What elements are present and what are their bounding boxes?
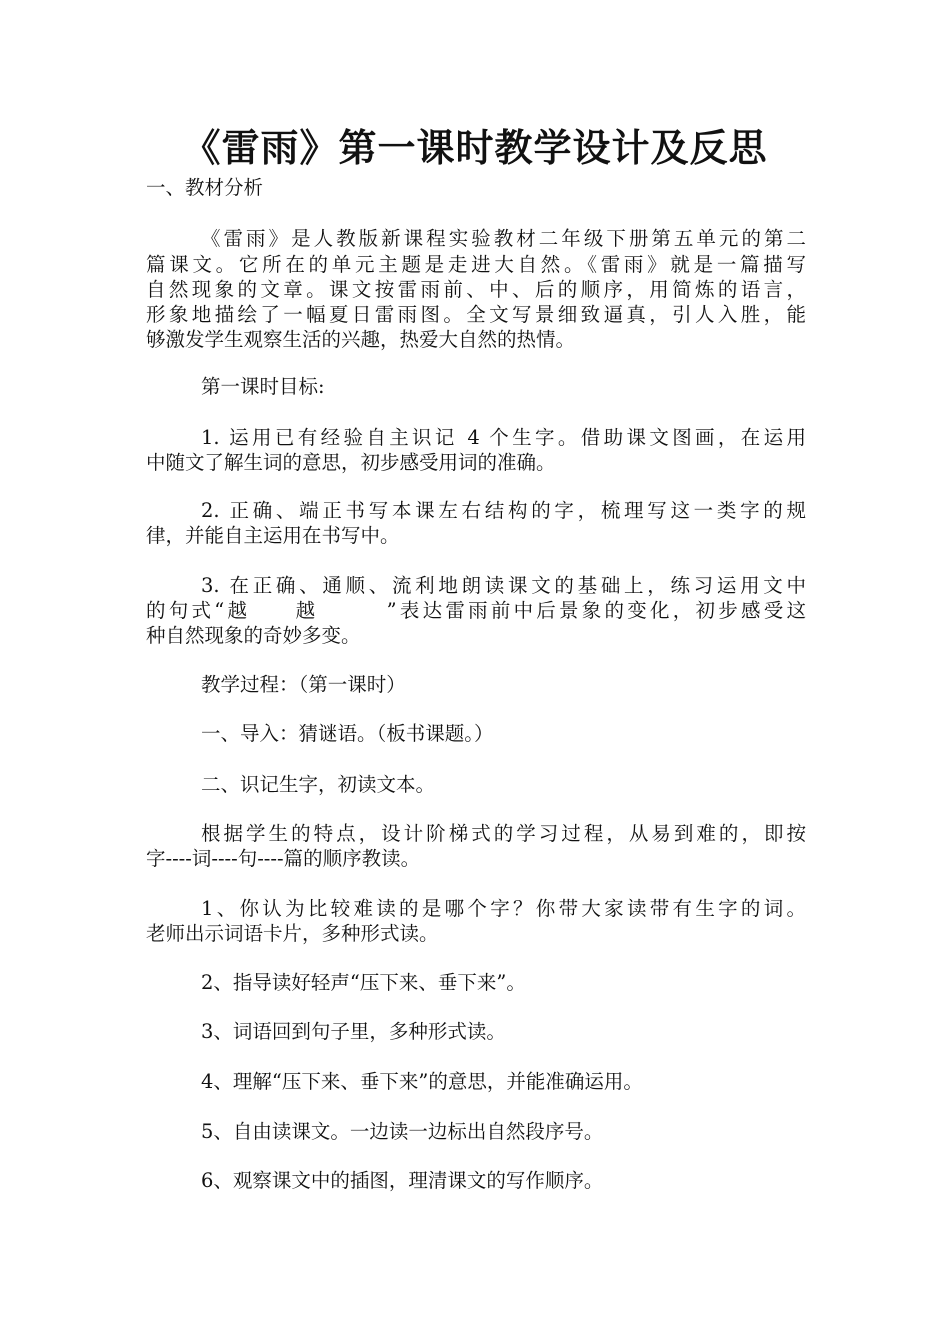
goals-heading: 第一课时目标: [201, 375, 325, 398]
item-3: 3、词语回到句子里，多种形式读。 [201, 1020, 506, 1043]
goal-2-line: 2. 正确、端正书写本课左右结构的字，梳理写这一类字的规 [201, 499, 806, 522]
section-heading-analysis: 一、教材分析 [146, 176, 264, 199]
analysis-line: 自然现象的文章。课文按雷雨前、中、后的顺序，用简炼的语言， [146, 278, 806, 301]
goal-3-line: 3. 在正确、通顺、流利地朗读课文的基础上，练习运用文中 [201, 574, 806, 597]
goal-3-line: 的句式“越 越 ”表达雷雨前中后景象的变化，初步感受这 [146, 599, 806, 622]
goal-1-line: 中随文了解生词的意思，初步感受用词的准确。 [146, 451, 556, 474]
step-2-desc-line: 根据学生的特点，设计阶梯式的学习过程，从易到难的，即按 [201, 822, 806, 845]
goal-1-line: 1. 运用已有经验自主识记 4 个生字。借助课文图画，在运用 [201, 426, 806, 449]
goal-3-line: 种自然现象的奇妙多变。 [146, 624, 361, 647]
step-2: 二、识记生字，初读文本。 [201, 773, 436, 796]
goal-2-line: 律，并能自主运用在书写中。 [146, 524, 400, 547]
analysis-line: 篇课文。它所在的单元主题是走进大自然。《雷雨》就是一篇描写 [146, 253, 806, 276]
analysis-line: 《雷雨》是人教版新课程实验教材二年级下册第五单元的第二 [201, 227, 806, 250]
item-1-line: 1、你认为比较难读的是哪个字？你带大家读带有生字的词。 [201, 897, 806, 920]
analysis-line: 形象地描绘了一幅夏日雷雨图。全文写景细致逼真，引人入胜，能 [146, 303, 806, 326]
step-2-desc-line: 字----词----句----篇的顺序教读。 [146, 847, 421, 870]
process-heading: 教学过程：（第一课时） [201, 673, 406, 696]
step-1: 一、导入：猜谜语。（板书课题。） [201, 722, 494, 745]
item-6: 6、观察课文中的插图，理清课文的写作顺序。 [201, 1169, 604, 1192]
item-4: 4、理解“压下来、垂下来”的意思，并能准确运用。 [201, 1070, 643, 1093]
page-title: 《雷雨》第一课时教学设计及反思 [182, 125, 768, 170]
item-1-line: 老师出示词语卡片，多种形式读。 [146, 922, 439, 945]
item-2: 2、指导读好轻声“压下来、垂下来”。 [201, 971, 526, 994]
analysis-line: 够激发学生观察生活的兴趣，热爱大自然的热情。 [146, 328, 576, 351]
item-5: 5、自由读课文。一边读一边标出自然段序号。 [201, 1120, 604, 1143]
